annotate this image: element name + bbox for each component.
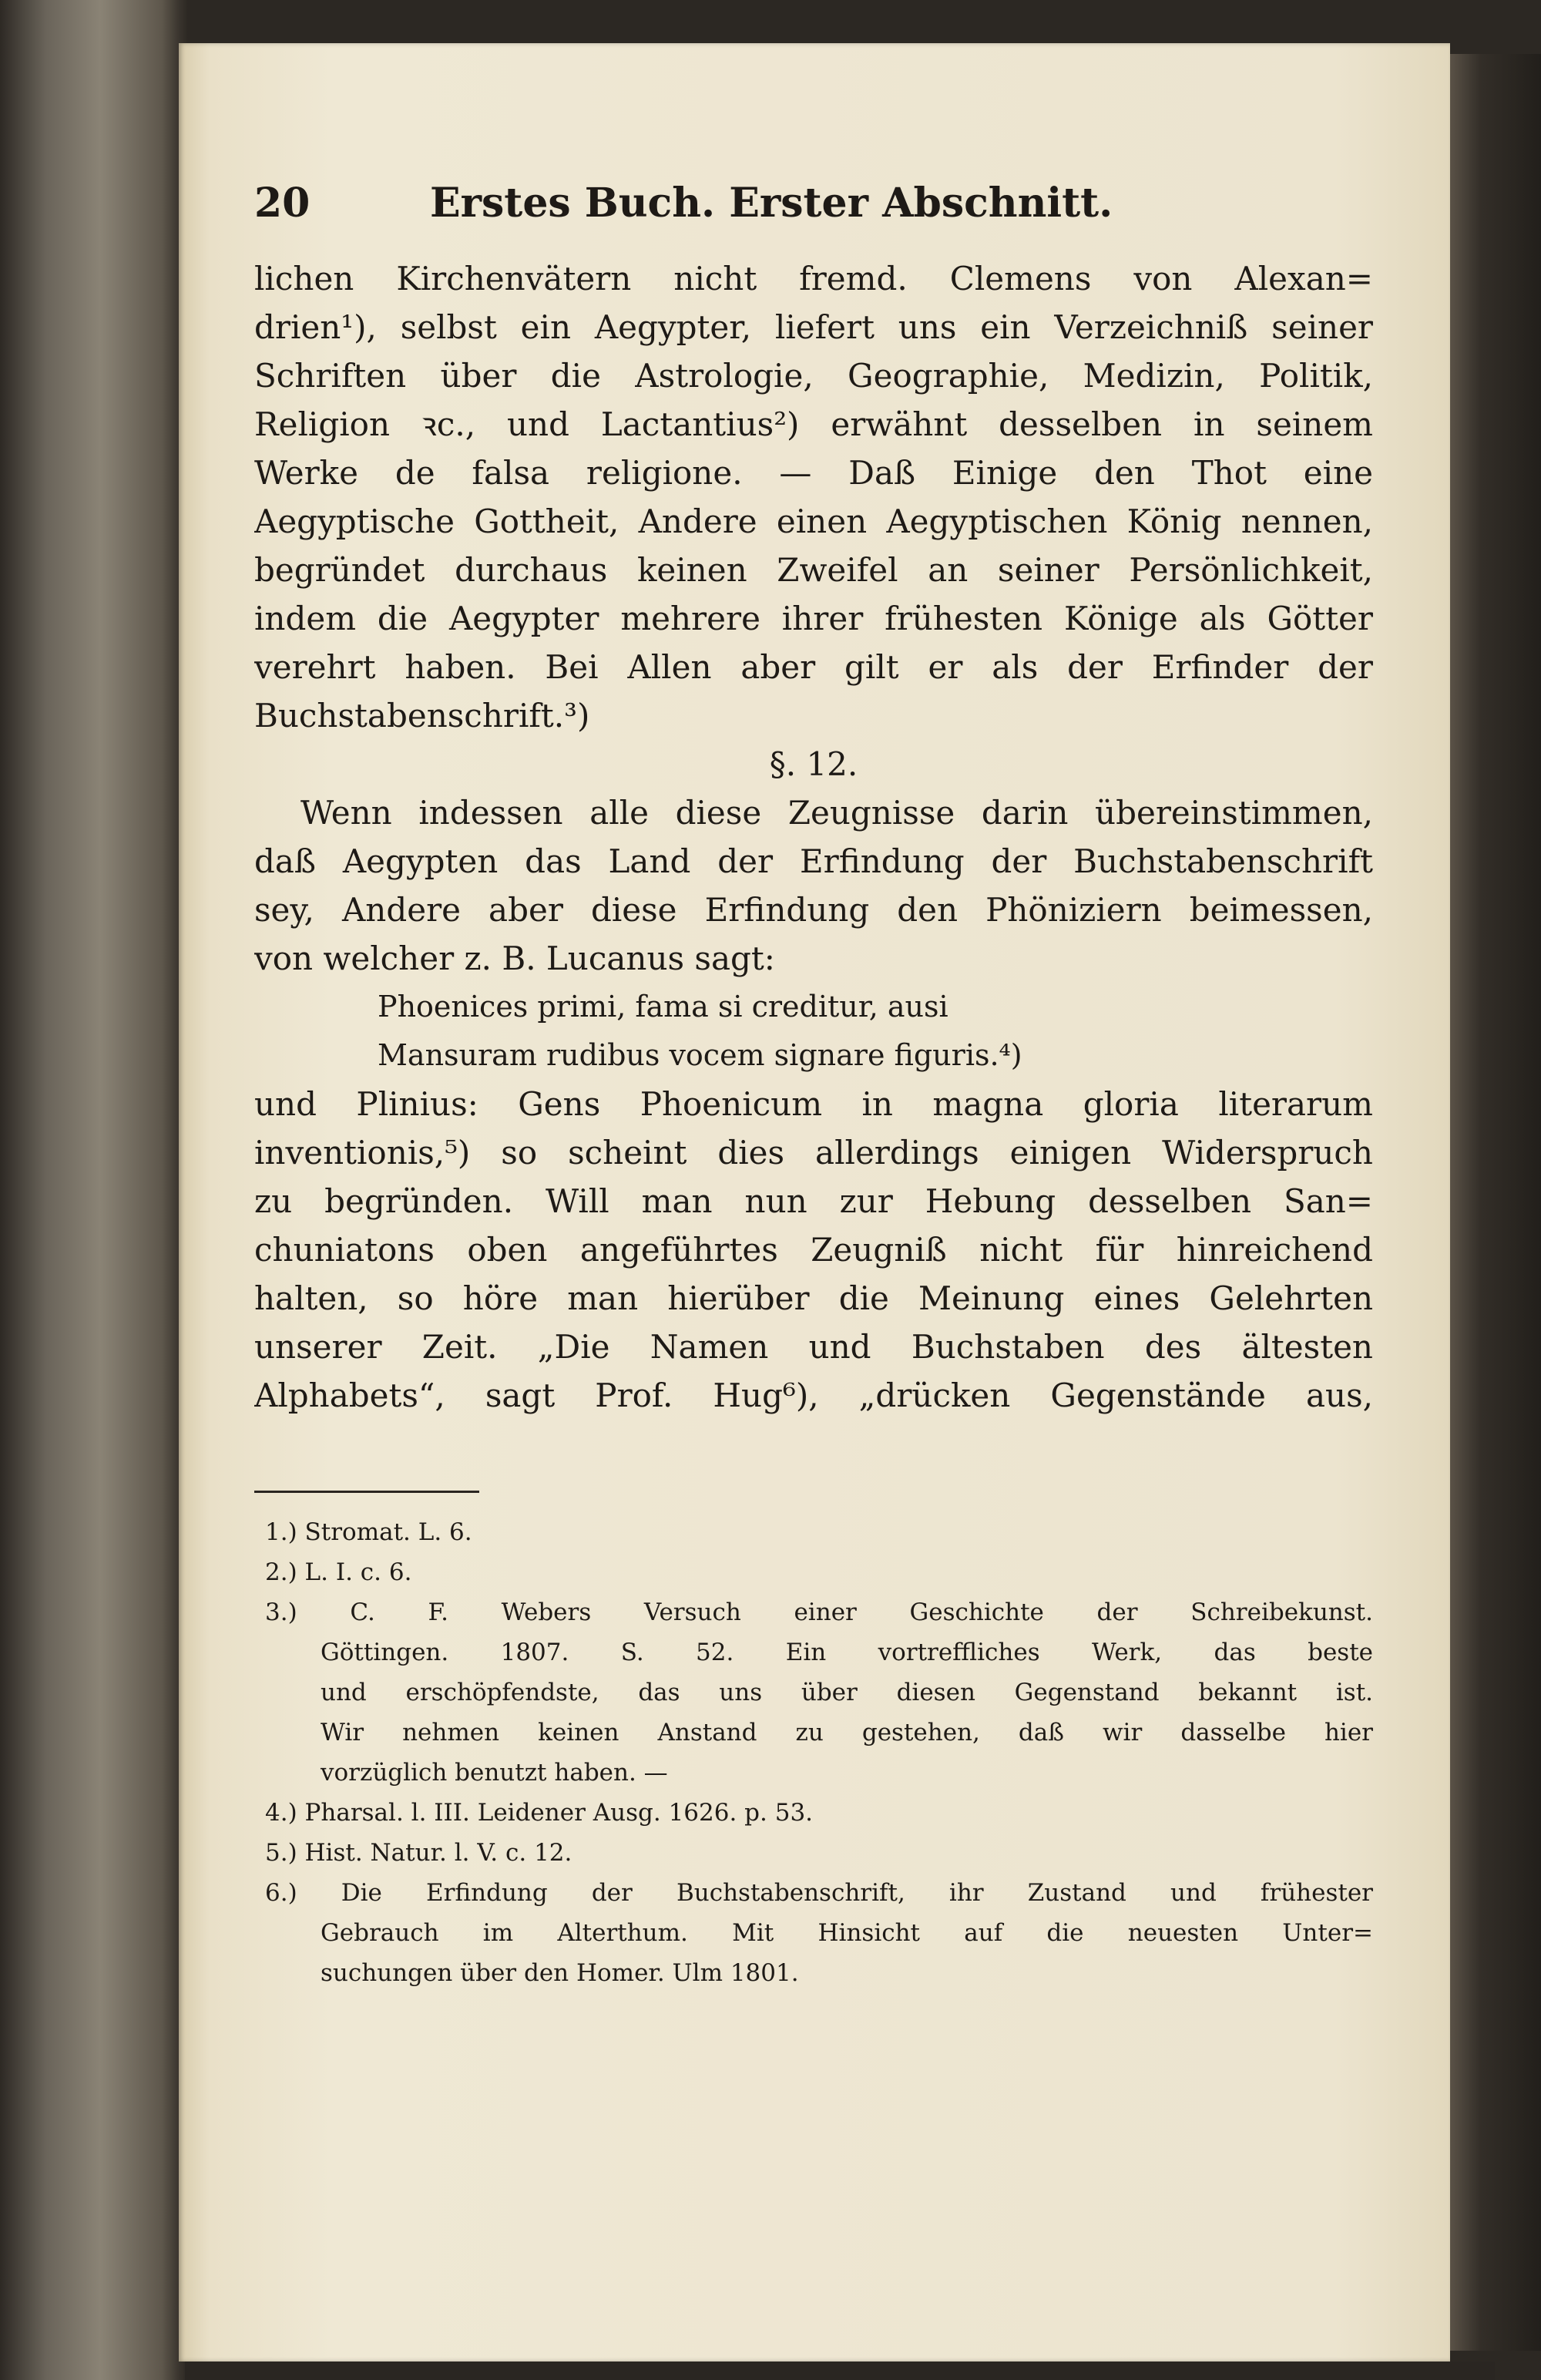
body-line: Werke de falsa religione. — Daß Einige den Thot eine xyxy=(254,454,1373,492)
footnote-3: 3.) C. F. Webers Versuch einer Geschichte der Schreibekunst. xyxy=(265,1598,1373,1626)
body-line: drien¹), selbst ein Aegypter, liefert uns ein Verzeichniß seiner xyxy=(254,308,1373,346)
footnote-1: 1.) Stromat. L. 6. xyxy=(265,1518,472,1546)
page-header xyxy=(254,176,1373,231)
body-line: unserer Zeit. „Die Namen und Buchstaben des ältesten xyxy=(254,1328,1373,1366)
footnotes xyxy=(254,1512,1373,1993)
body-line: zu begründen. Will man nun zur Hebung desselben San= xyxy=(254,1182,1373,1220)
footnote-6-continuation: Gebrauch im Alterthum. Mit Hinsicht auf die neuesten Unter= xyxy=(321,1919,1373,1947)
body-line: halten, so höre man hierüber die Meinung eines Gelehrten xyxy=(254,1279,1373,1317)
footnote-5: 5.) Hist. Natur. l. V. c. 12. xyxy=(265,1839,572,1867)
body-line: chuniatons oben angeführtes Zeugniß nicht für hinreichend xyxy=(254,1231,1373,1269)
footnote-3-continuation: Göttingen. 1807. S. 52. Ein vortreffliches Werk, das beste xyxy=(321,1639,1373,1666)
footnote-4: 4.) Pharsal. l. III. Leidener Ausg. 1626. p. 53. xyxy=(265,1799,814,1827)
body-line: daß Aegypten das Land der Erfindung der Buchstabenschrift xyxy=(254,842,1373,880)
book-edge-bottom xyxy=(185,2362,1495,2380)
book-edge-right xyxy=(1450,54,1541,2351)
body-line: verehrt haben. Bei Allen aber gilt er als der Erfinder der xyxy=(254,648,1373,686)
body-line: Wenn indessen alle diese Zeugnisse darin übereinstimmen, xyxy=(300,794,1373,832)
body-line: und Plinius: Gens Phoenicum in magna gloria literarum xyxy=(254,1085,1373,1123)
body-line: sey, Andere aber diese Erfindung den Phöniziern beimessen, xyxy=(254,891,1373,929)
verse-line: Phoenices primi, fama si creditur, ausi xyxy=(378,990,948,1024)
body-line: von welcher z. B. Lucanus sagt: xyxy=(254,940,775,977)
footnote-3-continuation: Wir nehmen keinen Anstand zu gestehen, daß wir dasselbe hier xyxy=(321,1719,1373,1746)
body-text xyxy=(254,254,1373,1420)
body-line: Alphabets“, sagt Prof. Hug⁶), „drücken Gegenstände aus, xyxy=(254,1377,1373,1414)
running-head: Erstes Buch. Erster Abschnitt. xyxy=(430,180,1113,227)
page-number: 20 xyxy=(254,180,311,227)
footnote-6: 6.) Die Erfindung der Buchstabenschrift, ihr Zustand und frühester xyxy=(265,1879,1373,1907)
body-line: indem die Aegypter mehrere ihrer frühesten Könige als Götter xyxy=(254,600,1373,637)
footnote-6-continuation: suchungen über den Homer. Ulm 1801. xyxy=(321,1959,799,1987)
section-heading: §. 12. xyxy=(769,745,858,783)
body-line: Aegyptische Gottheit, Andere einen Aegyptischen König nennen, xyxy=(254,503,1373,540)
body-line: Buchstabenschrift.³) xyxy=(254,697,590,735)
body-line: inventionis,⁵) so scheint dies allerdings einigen Widerspruch xyxy=(254,1134,1373,1172)
footnote-divider xyxy=(254,1491,479,1493)
body-line: lichen Kirchenvätern nicht fremd. Clemens von Alexan= xyxy=(254,260,1373,298)
footnote-3-continuation: und erschöpfendste, das uns über diesen Gegenstand bekannt ist. xyxy=(321,1679,1373,1706)
body-line: begründet durchaus keinen Zweifel an seiner Persönlichkeit, xyxy=(254,551,1373,589)
footnote-2: 2.) L. I. c. 6. xyxy=(265,1558,412,1586)
footnote-3-continuation: vorzüglich benutzt haben. — xyxy=(321,1759,668,1787)
body-line: Religion ꝛc., und Lactantius²) erwähnt desselben in seinem xyxy=(254,405,1373,443)
verse-line: Mansuram rudibus vocem signare figuris.⁴) xyxy=(378,1038,1022,1072)
body-line: Schriften über die Astrologie, Geographie, Medizin, Politik, xyxy=(254,357,1373,395)
